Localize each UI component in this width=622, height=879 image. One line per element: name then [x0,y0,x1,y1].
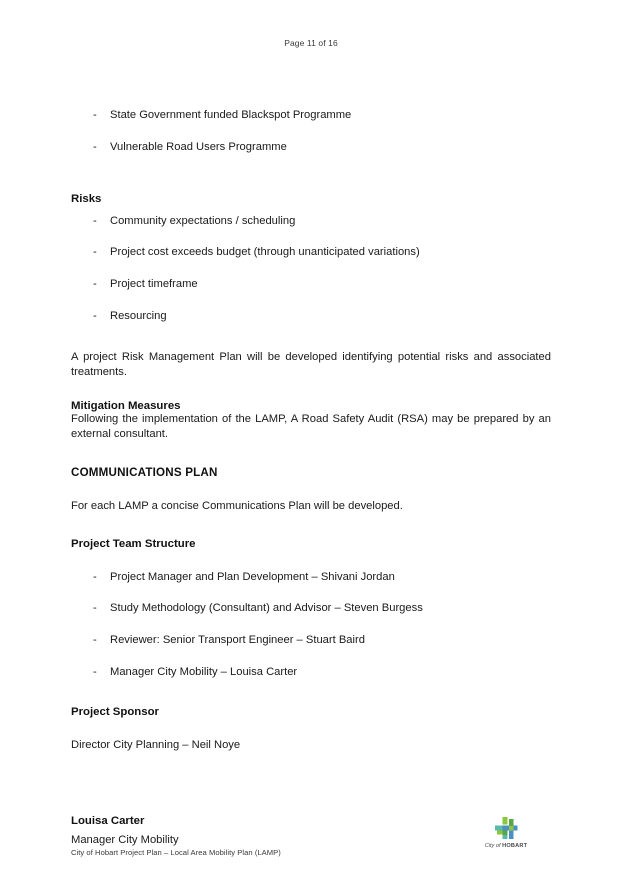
list-item-label: Manager City Mobility – Louisa Carter [110,666,298,679]
list-item [71,309,551,324]
signature-name: Louisa Carter [71,814,145,827]
logo-hobart-text: HOBART [502,843,528,849]
mitigation-paragraph: Following the implementation of the LAMP, A Road Safety Audit (RSA) may be prepared by an external consultant. [71,412,551,440]
list-item [71,245,551,260]
list-item-label: Reviewer: Senior Transport Engineer – Stuart Baird [110,634,365,647]
risks-heading: Risks [71,192,102,205]
bullet-marker-icon: - [93,309,97,322]
top-bullet-list [71,108,551,155]
list-item-label: Community expectations / scheduling [110,214,296,227]
hobart-cross-logo-icon [493,816,519,841]
risk-management-paragraph: A project Risk Management Plan will be developed identifying potential risks and associated treatments. [71,350,551,378]
project-team-section [71,538,551,680]
page-number-header: Page 11 of 16 [284,38,338,48]
bullet-marker-icon: - [93,214,97,227]
list-item-label: Project Manager and Plan Development – Shivani Jordan [110,570,395,583]
bullet-marker-icon: - [93,634,97,647]
list-item [71,214,551,229]
risks-section [71,193,551,380]
document-body [71,108,551,846]
list-item [71,570,551,585]
list-item [71,108,551,123]
risks-list [71,214,551,324]
mitigation-heading: Mitigation Measures [71,399,181,412]
bullet-marker-icon: - [93,109,97,121]
signature-role: Manager City Mobility [71,833,179,846]
communications-paragraph: For each LAMP a concise Communications Plan will be developed. [71,499,403,512]
project-sponsor-heading: Project Sponsor [71,705,159,718]
list-item [71,277,551,292]
city-of-hobart-logo [478,816,534,849]
mitigation-section [71,400,551,442]
list-item [71,601,551,616]
bullet-marker-icon: - [93,666,97,679]
project-sponsor-section [71,706,551,753]
bullet-marker-icon: - [93,246,97,259]
list-item-label: State Government funded Blackspot Programme [110,109,352,121]
list-item [71,140,551,155]
list-item-label: Resourcing [110,309,167,322]
communications-section [71,466,551,514]
list-item [71,665,551,680]
project-team-heading: Project Team Structure [71,537,196,550]
logo-city-of-text: City of [484,843,503,849]
bullet-marker-icon: - [93,278,97,291]
project-team-list [71,570,551,680]
logo-wordmark [478,843,534,849]
bullet-marker-icon: - [93,140,97,153]
list-item-label: Vulnerable Road Users Programme [110,140,287,153]
bullet-marker-icon: - [93,570,97,583]
list-item-label: Project cost exceeds budget (through unanticipated variations) [110,246,420,259]
list-item-label: Project timeframe [110,278,198,291]
communications-plan-heading: COMMUNICATIONS PLAN [71,465,218,479]
bullet-marker-icon: - [93,602,97,615]
project-sponsor-text: Director City Planning – Neil Noye [71,738,241,751]
list-item [71,633,551,648]
footer-text: City of Hobart Project Plan – Local Area Mobility Plan (LAMP) [71,848,281,857]
list-item-label: Study Methodology (Consultant) and Advisor – Steven Burgess [110,602,423,615]
